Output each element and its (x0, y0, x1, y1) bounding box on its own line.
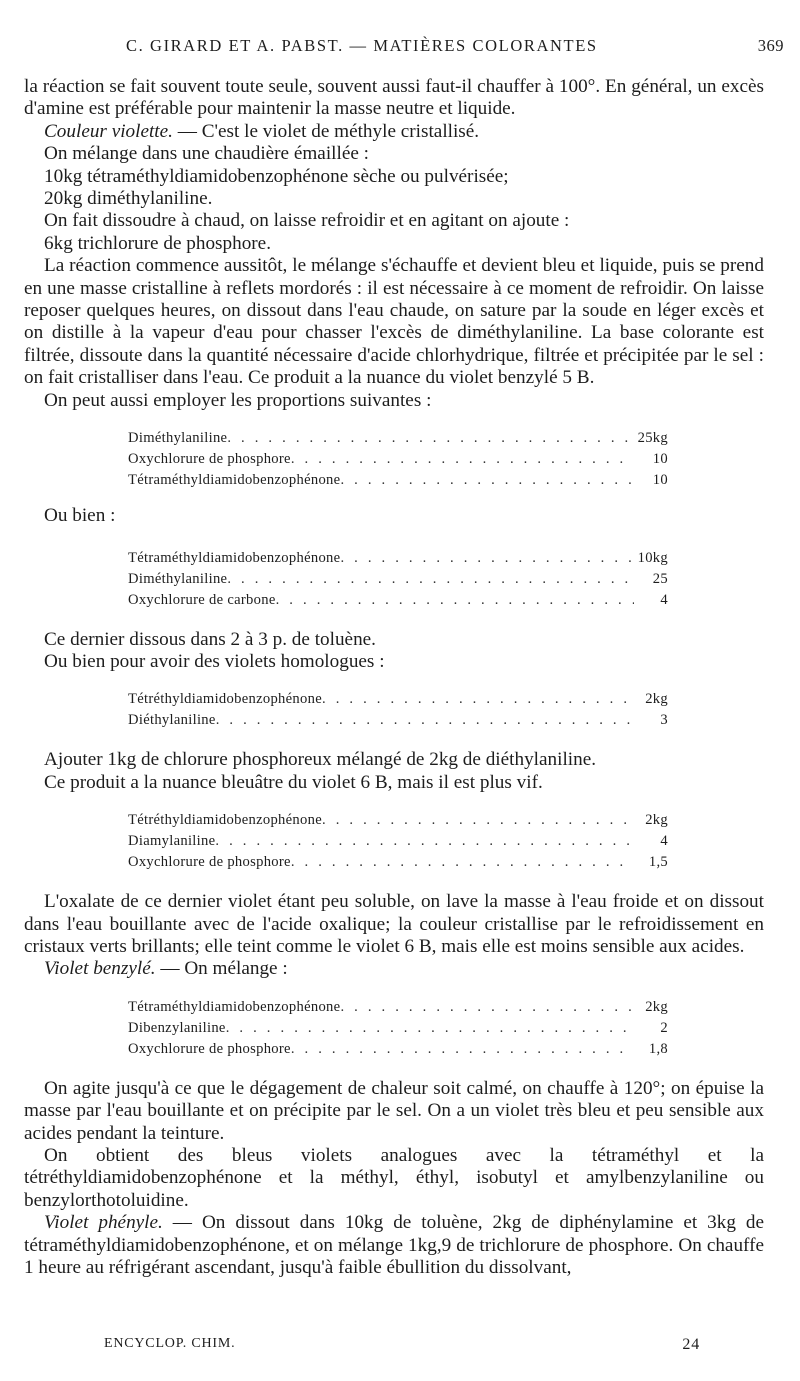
paragraph: 6kg trichlorure de phosphore. (44, 232, 271, 254)
ingredient-quantity: 10 (652, 451, 668, 468)
ingredient-name: Diméthylaniline (128, 570, 228, 587)
recipe-row (128, 1039, 668, 1060)
dot-leader (215, 831, 634, 852)
ingredient-quantity: 10 (652, 472, 668, 489)
paragraph-text: — On mélange : (155, 958, 288, 980)
paragraph: Ou bien : (44, 505, 116, 527)
dot-leader (227, 569, 634, 590)
paragraph: On mélange dans une chaudière émaillée : (44, 143, 369, 165)
ingredient-quantity: 10kg (637, 549, 668, 566)
paragraph: On agite jusqu'à ce que le dégagement de chaleur soit calmé, on chauffe à 120°; on épuise la masse par l'eau bouillante et on précipite par le sel. On a un violet très bleu et peu sensible aux acides pendant la teinture. (24, 1077, 764, 1144)
page-number: 369 (757, 36, 784, 55)
ingredient-quantity: 2kg (645, 691, 668, 708)
footer-signature: ENCYCLOP. CHIM. (104, 1336, 236, 1351)
ingredient-name: Oxychlorure de phosphore (128, 854, 291, 871)
ingredient-name: Dibenzylaniline (128, 1019, 226, 1036)
paragraph: On peut aussi employer les proportions suivantes : (44, 389, 432, 411)
ingredient-quantity: 2 (660, 1019, 668, 1036)
ingredient-quantity: 25 (652, 570, 668, 587)
paragraph: Ajouter 1kg de chlorure phosphoreux mélangé de 2kg de diéthylaniline. (44, 749, 597, 771)
paragraph: L'oxalate de ce dernier violet étant peu soluble, on lave la masse à l'eau froide et on dissout dans l'eau bouillante avec de l'acide oxalique; la couleur cristallise par le refroidissement en cristaux verts brillants; elle teint comme le violet 6 B, mais elle est moins sensible aux acides. (24, 891, 764, 957)
paragraph: la réaction se fait souvent toute seule, souvent aussi faut-il chauffer à 100°. En général, un excès d'amine est préférable pour maintenir la masse neutre et liquide. (24, 76, 764, 120)
paragraph: On obtient des bleus violets analogues avec la tétraméthyl et la tétréthyldiamidobenzophénone et la méthyl, éthyl, isobutyl et amylbenzylaniline ou benzylorthotoluidine. (24, 1144, 764, 1211)
recipe-row (128, 689, 668, 710)
paragraph: La réaction commence aussitôt, le mélange s'échauffe et devient bleu et liquide, puis se prend en une masse cristalline à reflets mordorés : il est nécessaire à ce moment de refroidir. On laisse reposer quelques heures, on dissout dans l'eau chaude, on sature par la soude en léger excès et on distille à la vapeur d'eau pour chasser l'excès de diméthylaniline. La base colorante est filtrée, dissoute dans la quantité nécessaire d'acide chlorhydrique, filtrée et précipitée par le sel : on fait cristalliser dans l'eau. Ce produit a la nuance du violet benzylé 5 B. (24, 255, 764, 389)
dot-leader (227, 428, 634, 449)
section-heading: Violet phényle. (44, 1212, 163, 1234)
dot-leader (322, 810, 634, 831)
paragraph-violet-benzyle (24, 958, 764, 980)
dot-leader (291, 1039, 634, 1060)
dot-leader (276, 590, 634, 611)
recipe-row (128, 810, 668, 831)
paragraph-text: — C'est le violet de méthyle cristallisé. (172, 120, 480, 142)
dot-leader (340, 997, 634, 1018)
ingredient-quantity: 1,5 (648, 854, 668, 871)
ingredient-name: Diamylaniline (128, 833, 216, 850)
paragraph: Ou bien pour avoir des violets homologues : (44, 650, 385, 672)
ingredient-quantity: 1,8 (648, 1040, 668, 1057)
paragraph: 10kg tétraméthyldiamidobenzophénone sèche ou pulvérisée; (44, 165, 509, 187)
ingredient-name: Tétraméthyldiamidobenzophénone (128, 998, 341, 1015)
ingredient-quantity: 4 (660, 591, 668, 608)
section-heading: Violet benzylé. (44, 958, 156, 980)
main-text (24, 76, 764, 1279)
ingredient-quantity: 25kg (637, 430, 668, 447)
ingredient-name: Tétraméthyldiamidobenzophénone (128, 472, 341, 489)
ingredient-name: Diéthylaniline (128, 712, 216, 729)
ingredient-name: Oxychlorure de carbone (128, 591, 276, 608)
running-header (24, 36, 784, 60)
paragraph: Ce dernier dissous dans 2 à 3 p. de toluène. (44, 628, 376, 650)
section-heading: Couleur violette. (44, 120, 173, 142)
ingredient-name: Oxychlorure de phosphore (128, 1040, 291, 1057)
ingredient-quantity: 2kg (645, 812, 668, 829)
ingredient-quantity: 2kg (645, 998, 668, 1015)
recipe-row (128, 710, 668, 731)
dot-leader (291, 449, 634, 470)
dot-leader (340, 470, 634, 491)
ingredient-name: Oxychlorure de phosphore (128, 451, 291, 468)
ingredient-name: Diméthylaniline (128, 430, 228, 447)
recipe-row (128, 831, 668, 852)
recipe-table (128, 689, 668, 731)
recipe-row (128, 1018, 668, 1039)
paragraph: 20kg diméthylaniline. (44, 188, 213, 210)
recipe-table (128, 428, 668, 491)
dot-leader (322, 689, 634, 710)
recipe-table (128, 997, 668, 1060)
ingredient-name: Tétréthyldiamidobenzophénone (128, 691, 322, 708)
ingredient-quantity: 4 (660, 833, 668, 850)
page-footer (104, 1336, 700, 1352)
paragraph-text: — On dissout dans 10kg de toluène, 2kg de diphénylamine et 3kg de tétraméthyldiamidobenzophénone, et on mélange 1kg,9 de trichlorure de phosphore. On chauffe 1 heure au réfrigérant ascendant, jusqu'à faible ébullition du dissolvant, (24, 1212, 764, 1278)
footer-sheet-number: 24 (682, 1336, 700, 1353)
paragraph: On fait dissoudre à chaud, on laisse refroidir et en agitant on ajoute : (44, 210, 570, 232)
ingredient-name: Tétraméthyldiamidobenzophénone (128, 549, 341, 566)
ingredient-name: Tétréthyldiamidobenzophénone (128, 812, 322, 829)
ingredient-quantity: 3 (660, 712, 668, 729)
paragraph-violet-phenyle (24, 1212, 764, 1279)
dot-leader (226, 1018, 634, 1039)
recipe-row (128, 569, 668, 590)
recipe-row (128, 997, 668, 1018)
recipe-row (128, 852, 668, 873)
running-title: C. GIRARD ET A. PABST. — MATIÈRES COLORANTES (126, 36, 598, 55)
recipe-row (128, 428, 668, 449)
paragraph-couleur-violette (24, 121, 764, 143)
recipe-table (128, 810, 668, 873)
dot-leader (216, 710, 634, 731)
recipe-table (128, 548, 668, 611)
recipe-row (128, 470, 668, 491)
dot-leader (340, 548, 634, 569)
dot-leader (291, 852, 634, 873)
paragraph: Ce produit a la nuance bleuâtre du violet 6 B, mais il est plus vif. (44, 771, 543, 793)
recipe-row (128, 548, 668, 569)
recipe-row (128, 449, 668, 470)
recipe-row (128, 590, 668, 611)
